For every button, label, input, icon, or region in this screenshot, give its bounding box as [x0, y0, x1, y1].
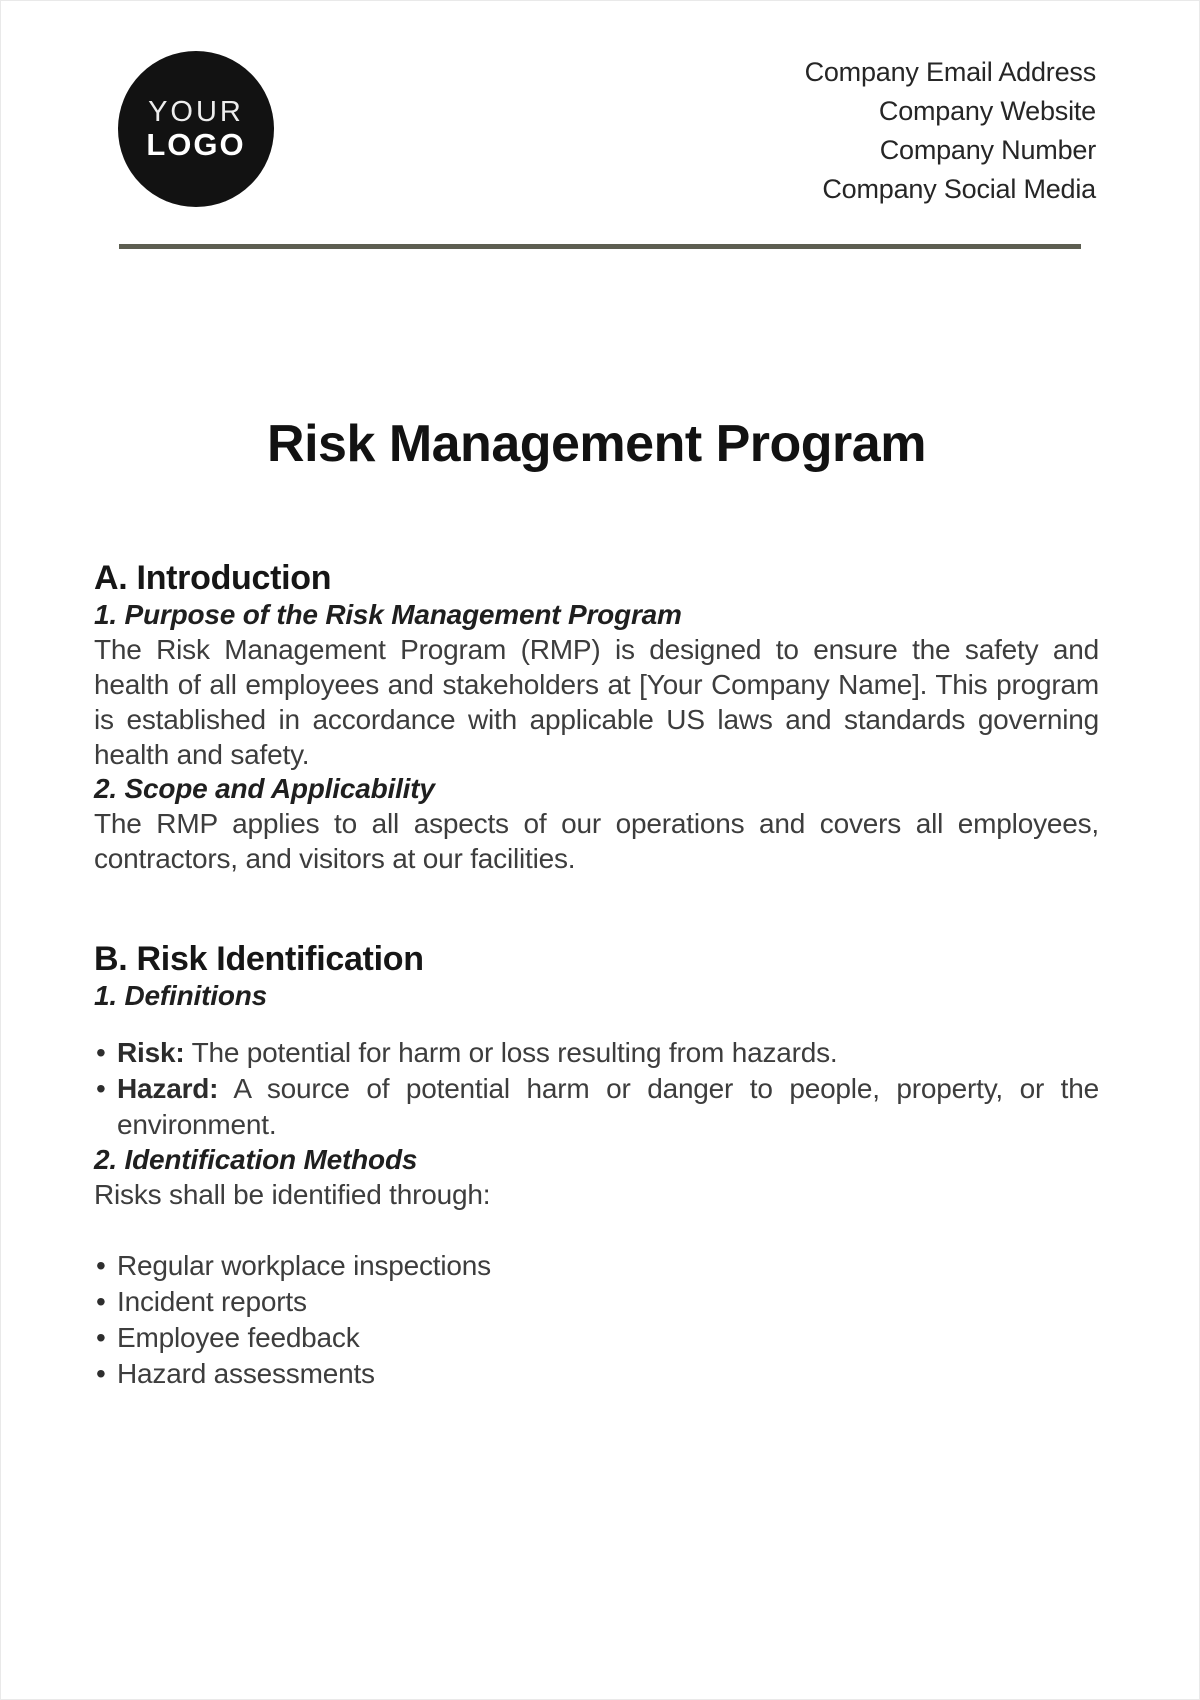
- subsection-heading-definitions: 1. Definitions: [94, 980, 267, 1011]
- method-item: • Regular workplace inspections: [94, 1248, 1099, 1284]
- section-heading-risk-identification: B. Risk Identification: [94, 940, 424, 978]
- company-contact-info: [805, 53, 1096, 209]
- contact-line-number: Company Number: [879, 135, 1096, 165]
- company-logo: [118, 51, 274, 207]
- contact-line-social: Company Social Media: [822, 174, 1096, 204]
- logo-text-logo: LOGO: [146, 127, 246, 162]
- definition-text-hazard: A source of potential harm or danger to people, property, or the environment.: [117, 1073, 1100, 1140]
- contact-line-website: Company Website: [878, 96, 1096, 126]
- method-item: • Employee feedback: [94, 1320, 1099, 1356]
- definition-term-risk: Risk:: [117, 1037, 185, 1068]
- subsection-heading-scope: 2. Scope and Applicability: [94, 773, 435, 804]
- subsection-heading-identification-methods: 2. Identification Methods: [94, 1144, 418, 1175]
- paragraph-purpose: The Risk Management Program (RMP) is designed to ensure the safety and health of all employees and stakeholders at [Your Company Name]. This program is established in accordance with applicable US laws and standards governing health and safety.: [94, 634, 1099, 770]
- logo-text-your: YOUR: [148, 96, 244, 128]
- definition-text-risk: The potential for harm or loss resulting from hazards.: [191, 1037, 838, 1068]
- document-body: [94, 416, 1099, 1392]
- subsection-heading-purpose: 1. Purpose of the Risk Management Program: [94, 599, 682, 630]
- method-item: • Hazard assessments: [94, 1356, 1099, 1392]
- definition-item-risk: [94, 1035, 1099, 1071]
- identification-methods-list: [94, 1248, 1099, 1392]
- section-heading-introduction: A. Introduction: [94, 559, 332, 597]
- header-divider: [119, 244, 1081, 249]
- definition-term-hazard: Hazard:: [117, 1073, 219, 1104]
- method-item: • Incident reports: [94, 1284, 1099, 1320]
- contact-line-email: Company Email Address: [804, 57, 1096, 87]
- paragraph-scope: The RMP applies to all aspects of our operations and covers all employees, contractors, and visitors at our facilities.: [94, 808, 1099, 874]
- definitions-list: [94, 1035, 1099, 1143]
- definition-item-hazard: [94, 1071, 1099, 1143]
- paragraph-identification-lead: Risks shall be identified through:: [94, 1179, 491, 1210]
- document-title: Risk Management Program: [267, 415, 926, 473]
